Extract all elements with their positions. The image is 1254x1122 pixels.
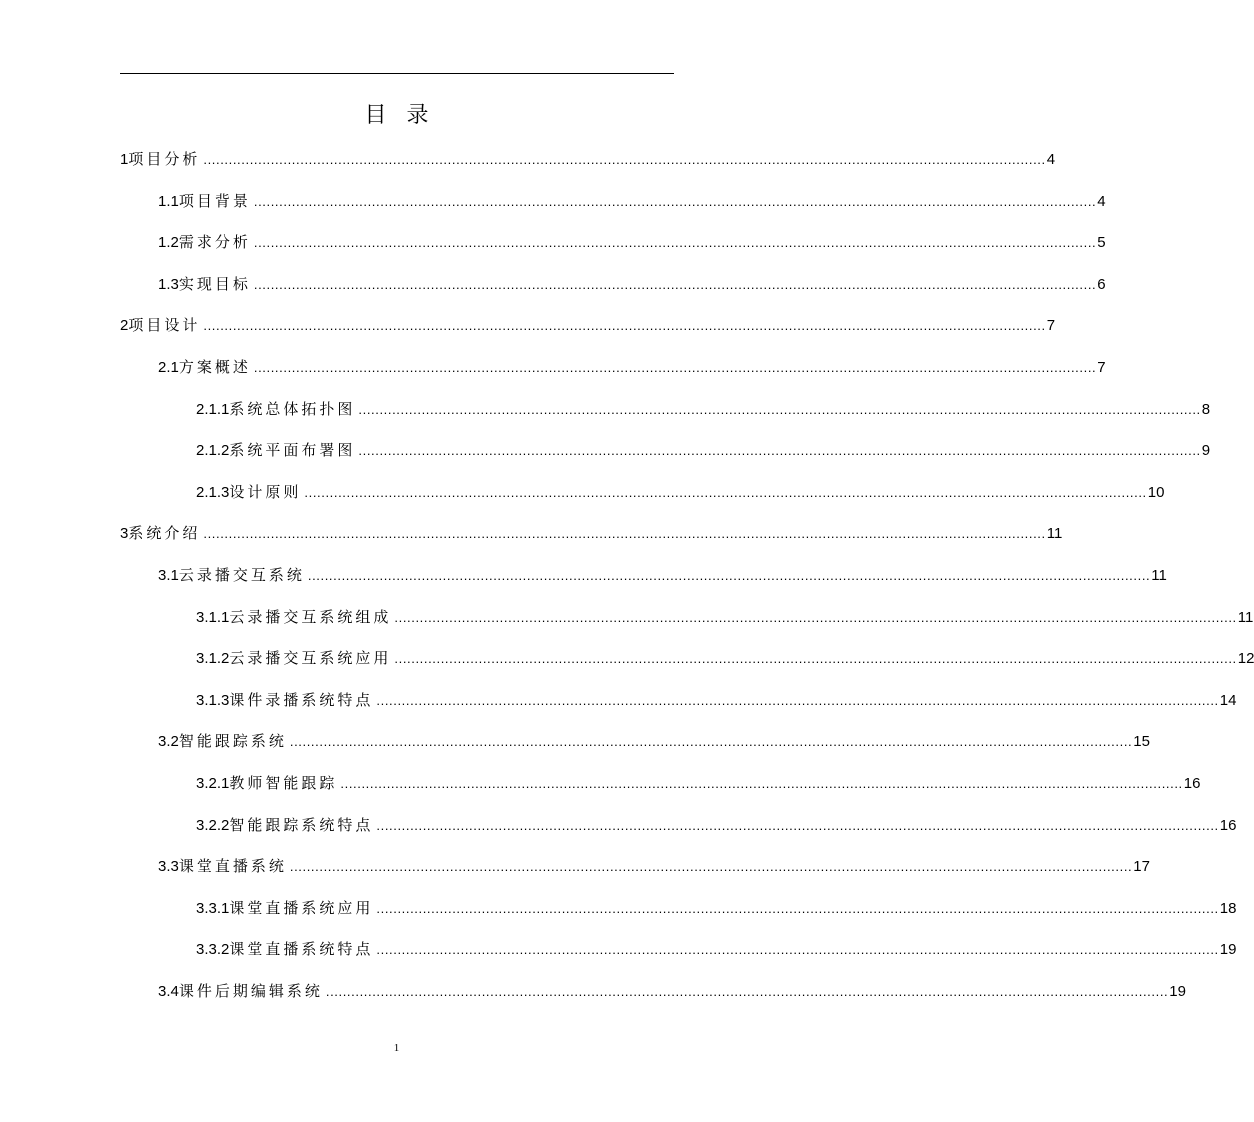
toc-dot-leader: ........................................................................................................................................................................................................ [376, 942, 1219, 957]
toc-entry-page: 19 [1169, 983, 1186, 1000]
toc-entry[interactable] [158, 855, 1150, 877]
toc-entry-number: 3.3.1 [196, 900, 230, 917]
toc-entry-page: 9 [1201, 442, 1211, 459]
toc-entry-page: 4 [1097, 193, 1106, 210]
toc-entry[interactable] [158, 273, 1106, 295]
toc-entry-title: 智能跟踪系统特点 [229, 816, 374, 834]
toc-dot-leader: ........................................................................................................................................................................................................ [253, 235, 1097, 250]
toc-entry-title: 智能跟踪系统 [178, 732, 287, 750]
toc-entry-number: 1.3 [158, 276, 179, 293]
toc-entry-number: 3.1.1 [196, 609, 230, 626]
toc-entry-page: 11 [1046, 525, 1063, 542]
toc-entry-page: 4 [1046, 151, 1056, 168]
toc-dot-leader: ........................................................................................................................................................................................................ [307, 568, 1151, 583]
toc-entry-page: 7 [1097, 359, 1106, 376]
toc-dot-leader: ........................................................................................................................................................................................................ [325, 984, 1169, 999]
toc-entry-title: 课堂直播系统应用 [229, 899, 374, 917]
toc-title: 目录 [364, 103, 449, 128]
toc-entry[interactable] [158, 564, 1167, 586]
toc-entry-page: 7 [1046, 317, 1056, 334]
toc-entry-title: 课件录播系统特点 [229, 691, 374, 709]
toc-dot-leader: ........................................................................................................................................................................................................ [358, 443, 1201, 458]
toc-entry[interactable] [196, 439, 1211, 461]
toc-entry-number: 3.4 [158, 983, 179, 1000]
toc-dot-leader: ........................................................................................................................................................................................................ [253, 360, 1097, 375]
toc-entry-title: 方案概述 [178, 358, 251, 376]
toc-entry-title: 教师智能跟踪 [229, 774, 338, 792]
toc-entry-number: 3.2 [158, 733, 179, 750]
toc-entry[interactable] [158, 980, 1186, 1002]
toc-dot-leader: ........................................................................................................................................................................................................ [203, 152, 1046, 167]
toc-entry[interactable] [158, 730, 1150, 752]
toc-entry-title: 设计原则 [229, 483, 302, 501]
toc-entry-page: 10 [1147, 484, 1165, 501]
toc-entry-page: 17 [1133, 858, 1150, 875]
toc-entry-title: 系统介绍 [128, 524, 201, 542]
toc-entry[interactable] [196, 814, 1237, 836]
toc-entry-number: 2.1.3 [196, 484, 230, 501]
toc-entry-title: 项目背景 [178, 192, 251, 210]
toc-dot-leader: ........................................................................................................................................................................................................ [376, 693, 1219, 708]
toc-entry[interactable] [158, 231, 1106, 253]
toc-dot-leader: ........................................................................................................................................................................................................ [394, 651, 1237, 666]
toc-dot-leader: ........................................................................................................................................................................................................ [203, 318, 1046, 333]
toc-entry-page: 8 [1201, 401, 1211, 418]
toc-entry-page: 15 [1133, 733, 1150, 750]
toc-entry[interactable] [120, 314, 1056, 336]
toc-entry[interactable] [196, 398, 1211, 420]
toc-entry-title: 课件后期编辑系统 [178, 982, 323, 1000]
toc-entry[interactable] [196, 772, 1201, 794]
toc-entry-title: 需求分析 [178, 233, 251, 251]
header-rule [120, 73, 674, 74]
toc-dot-leader: ........................................................................................................................................................................................................ [394, 610, 1237, 625]
toc-dot-leader: ........................................................................................................................................................................................................ [289, 734, 1133, 749]
toc-entry-number: 2.1.2 [196, 442, 230, 459]
toc-entry-number: 3.1.2 [196, 650, 230, 667]
toc-entry-page: 11 [1237, 609, 1254, 626]
toc-entry-number: 3 [120, 525, 129, 542]
toc-entry-number: 1.1 [158, 193, 179, 210]
toc-entry-number: 2.1 [158, 359, 179, 376]
toc-dot-leader: ........................................................................................................................................................................................................ [203, 526, 1046, 541]
toc-entry[interactable] [196, 481, 1165, 503]
toc-dot-leader: ........................................................................................................................................................................................................ [340, 776, 1183, 791]
toc-entry-title: 课堂直播系统特点 [229, 940, 374, 958]
toc-entry-title: 课堂直播系统 [178, 857, 287, 875]
toc-dot-leader: ........................................................................................................................................................................................................ [376, 901, 1219, 916]
toc-entry-number: 3.2.2 [196, 817, 230, 834]
toc-entry-title: 项目设计 [128, 316, 201, 334]
toc-entry-page: 6 [1097, 276, 1106, 293]
toc-dot-leader: ........................................................................................................................................................................................................ [358, 402, 1201, 417]
page-number: 1 [393, 1042, 400, 1054]
toc-entry[interactable] [196, 647, 1254, 669]
toc-dot-leader: ........................................................................................................................................................................................................ [253, 194, 1097, 209]
toc-entry-page: 14 [1219, 692, 1237, 709]
toc-entry-number: 3.2.1 [196, 775, 230, 792]
toc-entry[interactable] [196, 606, 1254, 628]
toc-entry[interactable] [158, 356, 1106, 378]
toc-entry-page: 18 [1219, 900, 1237, 917]
toc-entry-title: 云录播交互系统 [178, 566, 305, 584]
toc-entry[interactable] [196, 689, 1237, 711]
toc-entry-number: 2.1.1 [196, 401, 230, 418]
toc-entry-title: 系统总体拓扑图 [229, 400, 356, 418]
toc-entry-title: 云录播交互系统组成 [229, 608, 392, 626]
toc-entry[interactable] [196, 938, 1237, 960]
toc-entry-page: 16 [1183, 775, 1201, 792]
toc-dot-leader: ........................................................................................................................................................................................................ [253, 277, 1097, 292]
toc-entry-number: 2 [120, 317, 129, 334]
toc-entry-title: 云录播交互系统应用 [229, 649, 392, 667]
toc-entry-number: 3.3.2 [196, 941, 230, 958]
toc-entry-title: 项目分析 [128, 150, 201, 168]
toc-entry[interactable] [196, 897, 1237, 919]
toc-entry-number: 3.1.3 [196, 692, 230, 709]
toc-dot-leader: ........................................................................................................................................................................................................ [289, 859, 1133, 874]
toc-entry[interactable] [120, 522, 1063, 544]
toc-entry-number: 3.1 [158, 567, 179, 584]
toc-entry-number: 1 [120, 151, 129, 168]
toc-entry-page: 5 [1097, 234, 1106, 251]
toc-entry-title: 实现目标 [178, 275, 251, 293]
toc-dot-leader: ........................................................................................................................................................................................................ [304, 485, 1147, 500]
toc-entry-page: 19 [1219, 941, 1237, 958]
toc-entry-page: 12 [1237, 650, 1254, 667]
toc-entry-number: 1.2 [158, 234, 179, 251]
toc-entry-page: 16 [1219, 817, 1237, 834]
toc-entry[interactable] [120, 148, 1056, 170]
toc-entry-page: 11 [1151, 567, 1167, 584]
toc-entry[interactable] [158, 190, 1106, 212]
toc-dot-leader: ........................................................................................................................................................................................................ [376, 818, 1219, 833]
toc-entry-title: 系统平面布署图 [229, 441, 356, 459]
toc-entry-number: 3.3 [158, 858, 179, 875]
